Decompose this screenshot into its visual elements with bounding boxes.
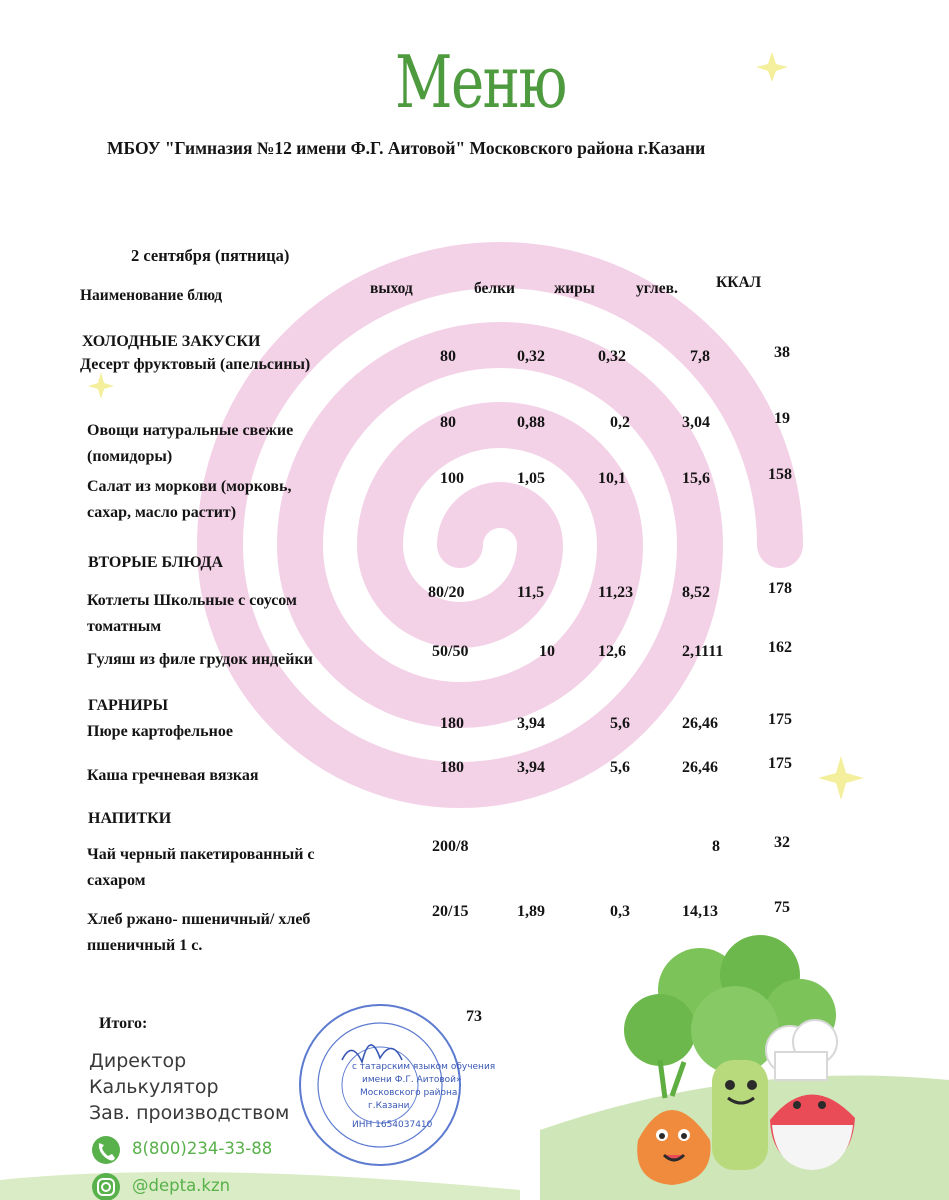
dish-name: томатным: [87, 618, 162, 635]
dish-name: сахаром: [87, 872, 146, 889]
cell-kcal: 175: [768, 755, 792, 772]
cell-carbs: 3,04: [682, 414, 710, 431]
signature-production-head: Зав. производством: [89, 1102, 290, 1124]
page-title: Меню: [395, 40, 566, 124]
cell-carbs: 2,1111: [682, 643, 724, 660]
cell-protein: 11,5: [517, 584, 545, 601]
menu-date: 2 сентября (пятница): [131, 246, 290, 265]
cell-carbs: 7,8: [690, 348, 710, 365]
cell-yield: 80: [440, 414, 456, 431]
cell-yield: 20/15: [432, 903, 469, 920]
cell-fat: 0,3: [610, 903, 630, 920]
dish-name: Гуляш из филе грудок индейки: [87, 651, 313, 668]
phone-number: 8(800)234-33-88: [132, 1139, 273, 1158]
cell-protein: 3,94: [517, 715, 545, 732]
cell-protein: 3,94: [517, 759, 545, 776]
stamp-line: с татарским языком обучения: [352, 1062, 496, 1072]
cell-yield: 180: [440, 759, 464, 776]
section-title: НАПИТКИ: [88, 810, 172, 827]
total-label: Итого:: [99, 1015, 148, 1032]
cell-fat: 5,6: [610, 759, 630, 776]
cell-carbs: 8: [712, 838, 720, 855]
cell-protein: 0,88: [517, 414, 545, 431]
instagram-icon: [92, 1173, 120, 1200]
signature-calculator: Калькулятор: [89, 1076, 219, 1098]
cell-yield: 100: [440, 470, 464, 487]
cell-yield: 180: [440, 715, 464, 732]
dish-name: сахар, масло растит): [87, 504, 237, 521]
cell-carbs: 8,52: [682, 584, 710, 601]
cell-kcal: 158: [768, 466, 792, 483]
cell-fat: 10,1: [598, 470, 626, 487]
cell-carbs: 15,6: [682, 470, 710, 487]
header-yield: выход: [370, 280, 413, 297]
school-name: МБОУ "Гимназия №12 имени Ф.Г. Аитовой" Московского района г.Казани: [107, 138, 706, 158]
header-kcal: ККАЛ: [716, 274, 762, 291]
dish-name: Хлеб ржано- пшеничный/ хлеб: [87, 911, 311, 928]
cell-yield: 80/20: [428, 584, 465, 601]
cell-kcal: 178: [768, 580, 792, 597]
section-title: ВТОРЫЕ БЛЮДА: [88, 554, 223, 571]
section-title: ГАРНИРЫ: [88, 697, 169, 714]
cell-yield: 80: [440, 348, 456, 365]
cell-protein: 1,05: [517, 470, 545, 487]
signature-director: Директор: [89, 1050, 187, 1072]
cell-yield: 50/50: [432, 643, 469, 660]
dish-name: Салат из моркови (морковь,: [87, 478, 292, 495]
cell-protein: 0,32: [517, 348, 545, 365]
instagram-handle: @depta.kzn: [132, 1176, 231, 1195]
section-title: ХОЛОДНЫЕ ЗАКУСКИ: [82, 333, 261, 350]
header-carbs: углев.: [636, 280, 678, 297]
cell-carbs: 14,13: [682, 903, 718, 920]
total-value: 73: [466, 1008, 482, 1025]
cell-kcal: 19: [774, 410, 790, 427]
round-stamp: [300, 1005, 460, 1165]
dish-name: Пюре картофельное: [87, 723, 233, 740]
cell-kcal: 175: [768, 711, 792, 728]
header-fat: жиры: [554, 280, 595, 297]
cell-kcal: 38: [774, 344, 790, 361]
cell-kcal: 32: [774, 834, 790, 851]
dish-name: (помидоры): [87, 448, 173, 465]
dish-name: пшеничный 1 с.: [87, 937, 203, 954]
cell-protein: 1,89: [517, 903, 545, 920]
cell-kcal: 75: [774, 899, 790, 916]
dish-name: Десерт фруктовый (апельсины): [80, 356, 311, 373]
cell-fat: 12,6: [598, 643, 626, 660]
cell-carbs: 26,46: [682, 715, 718, 732]
cell-yield: 200/8: [432, 838, 469, 855]
cell-protein: 10: [539, 643, 555, 660]
stamp-inn: ИНН 1654037410: [352, 1120, 433, 1130]
cell-fat: 0,32: [598, 348, 626, 365]
dish-name: Каша гречневая вязкая: [87, 767, 259, 784]
stamp-line: имени Ф.Г. Аитовой»: [362, 1075, 462, 1085]
cell-kcal: 162: [768, 639, 792, 656]
header-protein: белки: [474, 280, 515, 297]
cell-fat: 0,2: [610, 414, 630, 431]
cell-fat: 5,6: [610, 715, 630, 732]
cell-fat: 11,23: [598, 584, 634, 601]
dish-name: Чай черный пакетированный с: [87, 846, 315, 863]
header-name: Наименование блюд: [80, 287, 223, 304]
stamp-line: Московского района: [360, 1088, 458, 1098]
phone-icon: [92, 1136, 120, 1164]
dish-name: Овощи натуральные свежие: [87, 422, 294, 439]
dish-name: Котлеты Школьные с соусом: [87, 592, 297, 609]
stamp-line: г.Казани: [368, 1101, 410, 1111]
pink-spiral: [220, 265, 780, 785]
cell-carbs: 26,46: [682, 759, 718, 776]
